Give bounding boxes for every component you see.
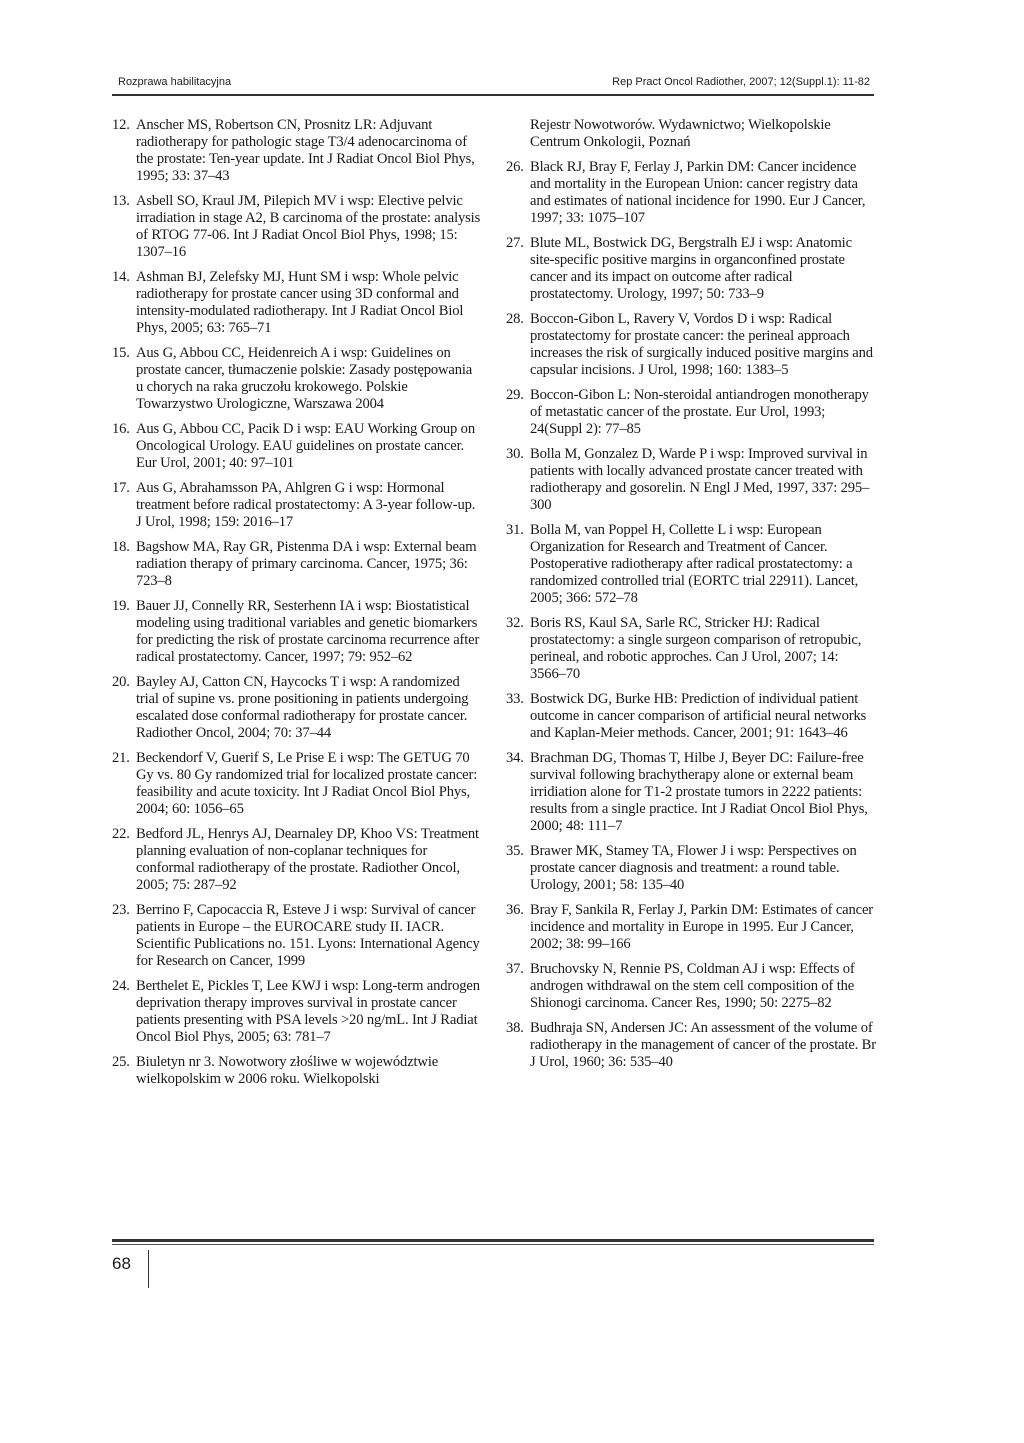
reference-text: Bauer JJ, Connelly RR, Sesterhenn IA i wsp: Biostatistical modeling using traditional variables and genetic biomarkers for predicting the risk of prostate carcinoma recurrence after radical prostatectomy. Cancer, 1997; 79: 952–62: [136, 598, 480, 665]
footer-rule: [112, 1239, 874, 1242]
reference-item: [506, 446, 876, 514]
reference-number: 18.: [112, 539, 130, 555]
reference-text: Aus G, Abbou CC, Pacik D i wsp: EAU Working Group on Oncological Urology. EAU guidelines on prostate cancer. Eur Urol, 2001; 40: 97–101: [136, 421, 475, 471]
reference-text: Boris RS, Kaul SA, Sarle RC, Stricker HJ: Radical prostatectomy: a single surgeon comparison of retropubic, perineal, and robotic approches. Can J Urol, 2007; 14: 3566–70: [530, 615, 862, 682]
reference-number: 34.: [506, 750, 524, 766]
reference-text: Black RJ, Bray F, Ferlay J, Parkin DM: Cancer incidence and mortality in the European Union: cancer registry data and estimates of national incidence for 1990. Eur J Cancer, 1997; 33: 1075–107: [530, 159, 866, 226]
reference-text: Aus G, Abbou CC, Heidenreich A i wsp: Guidelines on prostate cancer, tłumaczenie polskie: Zasady postępowania u chorych na raka gruczołu krokowego. Polskie Towarzystwo Urologiczne, Warszawa 2004: [136, 345, 473, 412]
reference-item: [112, 902, 482, 970]
reference-item: [112, 539, 482, 590]
reference-text: Ashman BJ, Zelefsky MJ, Hunt SM i wsp: Whole pelvic radiotherapy for prostate cancer using 3D conformal and intensity-modulated radiotherapy. Int J Radiat Oncol Biol Phys, 2005; 63: 765–71: [136, 269, 464, 336]
footer-rule-thin: [112, 1244, 874, 1245]
reference-text: Bagshow MA, Ray GR, Pistenma DA i wsp: External beam radiation therapy of primary carcinoma. Cancer, 1975; 36: 723–8: [136, 539, 477, 589]
reference-item: [112, 826, 482, 894]
reference-text: Anscher MS, Robertson CN, Prosnitz LR: Adjuvant radiotherapy for pathologic stage T3/4 adenocarcinoma of the prostate: Ten-year update. Int J Radiat Oncol Biol Phys, 1995; 33: 37–43: [136, 117, 475, 184]
reference-text: Aus G, Abrahamsson PA, Ahlgren G i wsp: Hormonal treatment before radical prostatectomy: A 3-year follow-up. J Urol, 1998; 159: 2016–17: [136, 480, 476, 530]
reference-item: [506, 387, 876, 438]
reference-item: [112, 978, 482, 1046]
reference-number: 25.: [112, 1054, 130, 1070]
reference-number: 37.: [506, 961, 524, 977]
reference-number: 13.: [112, 193, 130, 209]
reference-item: [506, 691, 876, 742]
reference-item: [112, 750, 482, 818]
reference-item: [506, 159, 876, 227]
reference-item: [112, 674, 482, 742]
reference-number: 38.: [506, 1020, 524, 1036]
reference-item: [506, 235, 876, 303]
reference-item: [506, 311, 876, 379]
reference-number: 12.: [112, 117, 130, 133]
reference-item: [112, 345, 482, 413]
reference-item: [506, 615, 876, 683]
reference-text: Brawer MK, Stamey TA, Flower J i wsp: Perspectives on prostate cancer diagnosis and treatment: a round table. Urology, 2001; 58: 135–40: [530, 843, 857, 893]
reference-text: Berthelet E, Pickles T, Lee KWJ i wsp: Long-term androgen deprivation therapy improves survival in prostate cancer patients presenting with PSA levels >20 ng/mL. Int J Radiat Oncol Biol Phys, 2005; 63: 781–7: [136, 978, 480, 1045]
reference-number: 36.: [506, 902, 524, 918]
reference-item: [506, 902, 876, 953]
reference-number: 31.: [506, 522, 524, 538]
reference-number: 28.: [506, 311, 524, 327]
reference-number: 30.: [506, 446, 524, 462]
reference-text: Berrino F, Capocaccia R, Esteve J i wsp: Survival of cancer patients in Europe – the EUROCARE study II. IACR. Scientific Publications no. 151. Lyons: International Agency for Research on Cancer, 1999: [136, 902, 480, 969]
running-header: [112, 70, 870, 94]
reference-item: [112, 421, 482, 472]
reference-number: 19.: [112, 598, 130, 614]
reference-number: 15.: [112, 345, 130, 361]
reference-item: [506, 843, 876, 894]
reference-text: Beckendorf V, Guerif S, Le Prise E i wsp: The GETUG 70 Gy vs. 80 Gy randomized trial for localized prostate cancer: feasibility and acute toxicity. Int J Radiat Oncol Biol Phys, 2004; 60: 1056–65: [136, 750, 478, 817]
reference-text: Bolla M, van Poppel H, Collette L i wsp: European Organization for Research and Treatment of Cancer. Postoperative radiotherapy after radical prostatectomy: a randomized controlled trial (EORTC trial 22911). Lancet, 2005; 366: 572–78: [530, 522, 859, 606]
reference-number: 16.: [112, 421, 130, 437]
reference-number: 26.: [506, 159, 524, 175]
reference-number: 23.: [112, 902, 130, 918]
reference-item: [506, 961, 876, 1012]
reference-number: 14.: [112, 269, 130, 285]
reference-item: [112, 480, 482, 531]
header-rule: [112, 94, 874, 96]
header-left: Rozprawa habilitacyjna: [118, 76, 232, 88]
right-column: [506, 117, 876, 1079]
reference-number: 35.: [506, 843, 524, 859]
reference-text: Boccon-Gibon L, Ravery V, Vordos D i wsp: Radical prostatectomy for prostate cancer: the perineal approach increases the risk of surgically induced positive margins and capsular incisions. J Urol, 1998; 160: 1383–5: [530, 311, 873, 378]
reference-number: 17.: [112, 480, 130, 496]
reference-text: Bedford JL, Henrys AJ, Dearnaley DP, Khoo VS: Treatment planning evaluation of non-coplanar techniques for conformal radiotherapy of the prostate. Radiother Oncol, 2005; 75: 287–92: [136, 826, 479, 893]
reference-continuation: Rejestr Nowotworów. Wydawnictwo; Wielkopolskie Centrum Onkologii, Poznań: [530, 117, 831, 150]
header-right: Rep Pract Oncol Radiother, 2007; 12(Suppl.1): 11-82: [612, 76, 870, 88]
left-column: [112, 117, 482, 1096]
reference-number: 33.: [506, 691, 524, 707]
reference-text: Bolla M, Gonzalez D, Warde P i wsp: Improved survival in patients with locally advanced prostate cancer treated with radiotherapy and gosorelin. N Engl J Med, 1997, 337: 295–300: [530, 446, 870, 513]
reference-text: Bruchovsky N, Rennie PS, Coldman AJ i wsp: Effects of androgen withdrawal on the stem cell composition of the Shionogi carcinoma. Cancer Res, 1990; 50: 2275–82: [530, 961, 855, 1011]
reference-number: 32.: [506, 615, 524, 631]
reference-item: [112, 1054, 482, 1088]
reference-number: 22.: [112, 826, 130, 842]
reference-item: [506, 750, 876, 835]
reference-text: Bray F, Sankila R, Ferlay J, Parkin DM: Estimates of cancer incidence and mortality in Europe in 1995. Eur J Cancer, 2002; 38: 99–166: [530, 902, 874, 952]
reference-text: Blute ML, Bostwick DG, Bergstralh EJ i wsp: Anatomic site-specific positive margins in organconfined prostate cancer and its impact on outcome after radical prostatectomy. Urology, 1997; 50: 733–9: [530, 235, 852, 302]
reference-text: Asbell SO, Kraul JM, Pilepich MV i wsp: Elective pelvic irradiation in stage A2, B carcinoma of the prostate: analysis of RTOG 77-06. Int J Radiat Oncol Biol Phys, 1998; 15: 1307–16: [136, 193, 481, 260]
reference-text: Bayley AJ, Catton CN, Haycocks T i wsp: A randomized trial of supine vs. prone positioning in patients undergoing escalated dose conformal radiotherapy for prostate cancer. Radiother Oncol, 2004; 70: 37–44: [136, 674, 469, 741]
reference-item: [506, 522, 876, 607]
reference-number: 29.: [506, 387, 524, 403]
reference-item: [112, 598, 482, 666]
reference-number: 24.: [112, 978, 130, 994]
reference-number: 21.: [112, 750, 130, 766]
reference-item: [112, 193, 482, 261]
reference-text: Brachman DG, Thomas T, Hilbe J, Beyer DC: Failure-free survival following brachytherapy alone or external beam irridiation alone for T1-2 prostate tumors in 2222 patients: results from a single practice. Int J Radiat Oncol Biol Phys, 2000; 48: 111–7: [530, 750, 868, 834]
page-number: 68: [112, 1250, 149, 1288]
reference-item: [506, 1020, 876, 1071]
reference-text: Biuletyn nr 3. Nowotwory złośliwe w województwie wielkopolskim w 2006 roku. Wielkopolski: [136, 1054, 439, 1087]
reference-text: Bostwick DG, Burke HB: Prediction of individual patient outcome in cancer comparison of artificial neural networks and Kaplan-Meier methods. Cancer, 2001; 91: 1643–46: [530, 691, 867, 741]
reference-number: 20.: [112, 674, 130, 690]
reference-item: [112, 269, 482, 337]
reference-text: Budhraja SN, Andersen JC: An assessment of the volume of radiotherapy in the management of cancer of the prostate. Br J Urol, 1960; 36: 535–40: [530, 1020, 876, 1070]
reference-item: [112, 117, 482, 185]
reference-number: 27.: [506, 235, 524, 251]
reference-text: Boccon-Gibon L: Non-steroidal antiandrogen monotherapy of metastatic cancer of the prostate. Eur Urol, 1993; 24(Suppl 2): 77–85: [530, 387, 869, 437]
